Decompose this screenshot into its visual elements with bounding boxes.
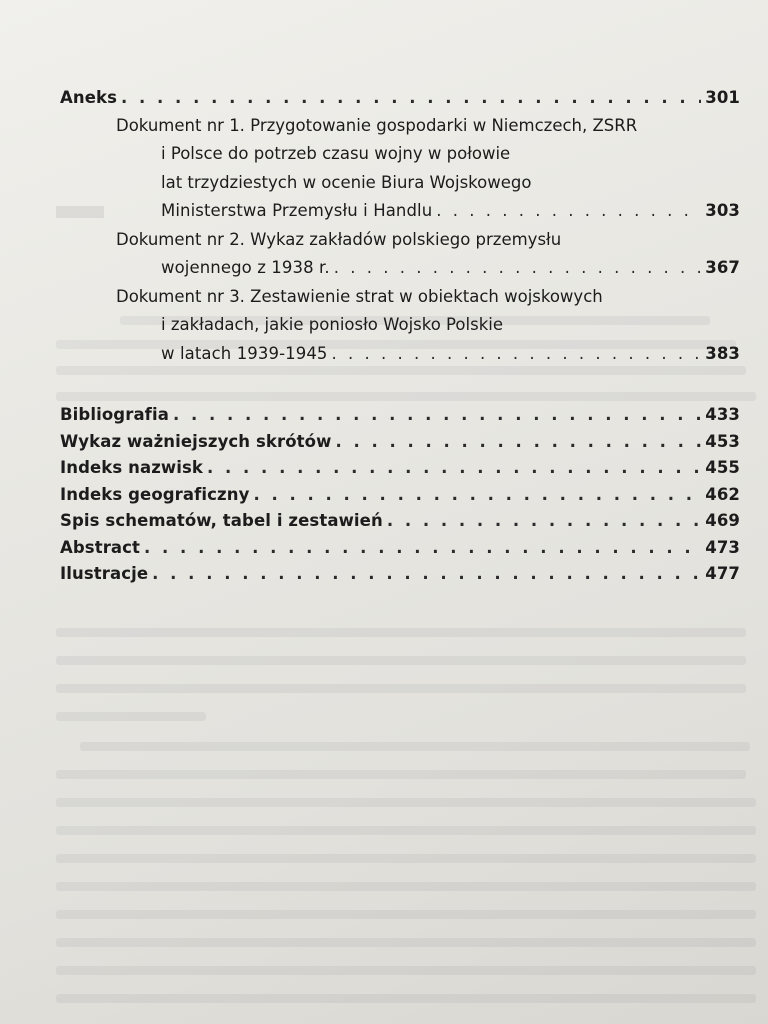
dot-leader — [436, 197, 701, 226]
toc-entry-page: 477 — [705, 564, 740, 583]
toc-document-3 — [116, 283, 740, 369]
toc-document-2 — [116, 226, 740, 283]
toc-entry-ilustracje — [60, 561, 740, 588]
document-last-line — [116, 340, 740, 369]
document-line: Ministerstwa Przemysłu i Handlu — [161, 201, 433, 220]
toc-entry-page: 473 — [705, 537, 740, 557]
document-line: w latach 1939-1945 — [161, 343, 328, 363]
dot-leader — [387, 508, 701, 534]
document-line: Dokument nr 1. Przygotowanie gospodarki w Niemczech, ZSRR — [116, 115, 638, 135]
section-gap — [60, 368, 740, 402]
document-line: Dokument nr 2. Wykaz zakładów polskiego przemysłu — [116, 229, 562, 249]
dot-leader — [173, 402, 701, 428]
toc-entry-page: 301 — [705, 88, 740, 107]
toc-entry-title: Spis schematów, tabel i zestawień — [60, 511, 383, 530]
toc-entry-page: 383 — [705, 343, 740, 363]
toc-entry-bibliografia — [60, 402, 740, 429]
toc-entry-spis-schematow — [60, 508, 740, 535]
dot-leader — [121, 85, 701, 111]
dot-leader — [335, 429, 701, 455]
toc-entry-page: 433 — [705, 405, 740, 424]
dot-leader — [253, 482, 701, 508]
toc-entry-title: Ilustracje — [60, 564, 149, 583]
dot-leader — [144, 535, 701, 561]
document-list — [116, 112, 740, 369]
toc-entry-title: Abstract — [60, 537, 141, 557]
toc-entry-title: Aneks — [60, 88, 118, 107]
toc-entry-page: 469 — [705, 511, 740, 530]
document-line: i Polsce do potrzeb czasu wojny w połowie — [161, 144, 511, 163]
document-line: wojennego z 1938 r. — [161, 258, 330, 277]
toc-entry-page: 453 — [705, 431, 740, 451]
toc-entry-page: 303 — [705, 201, 740, 220]
document-last-line — [116, 197, 740, 226]
toc-entry-page: 455 — [705, 458, 740, 477]
toc-entry-indeks-geograficzny — [60, 482, 740, 509]
toc-document-1 — [116, 112, 740, 226]
toc-entry-indeks-nazwisk — [60, 455, 740, 482]
toc-entry-title: Indeks geograficzny — [60, 484, 250, 504]
document-line: lat trzydziestych w ocenie Biura Wojskowego — [161, 172, 532, 192]
table-of-contents — [60, 85, 740, 588]
toc-entry-title: Indeks nazwisk — [60, 458, 204, 477]
toc-entry-title: Wykaz ważniejszych skrótów — [60, 431, 332, 451]
toc-entry-abstract — [60, 535, 740, 562]
toc-entry-page: 367 — [705, 258, 740, 277]
dot-leader — [152, 561, 701, 587]
dot-leader — [332, 340, 702, 369]
toc-entry-wykaz-skrotow — [60, 429, 740, 456]
toc-entry-page: 462 — [705, 484, 740, 504]
toc-entry-title: Bibliografia — [60, 405, 169, 424]
dot-leader — [207, 455, 701, 481]
dot-leader — [334, 254, 701, 283]
toc-entry-aneks — [60, 85, 740, 112]
document-line: i zakładach, jakie poniosło Wojsko Polskie — [161, 315, 503, 334]
document-last-line — [116, 254, 740, 283]
document-line: Dokument nr 3. Zestawienie strat w obiektach wojskowych — [116, 286, 603, 306]
